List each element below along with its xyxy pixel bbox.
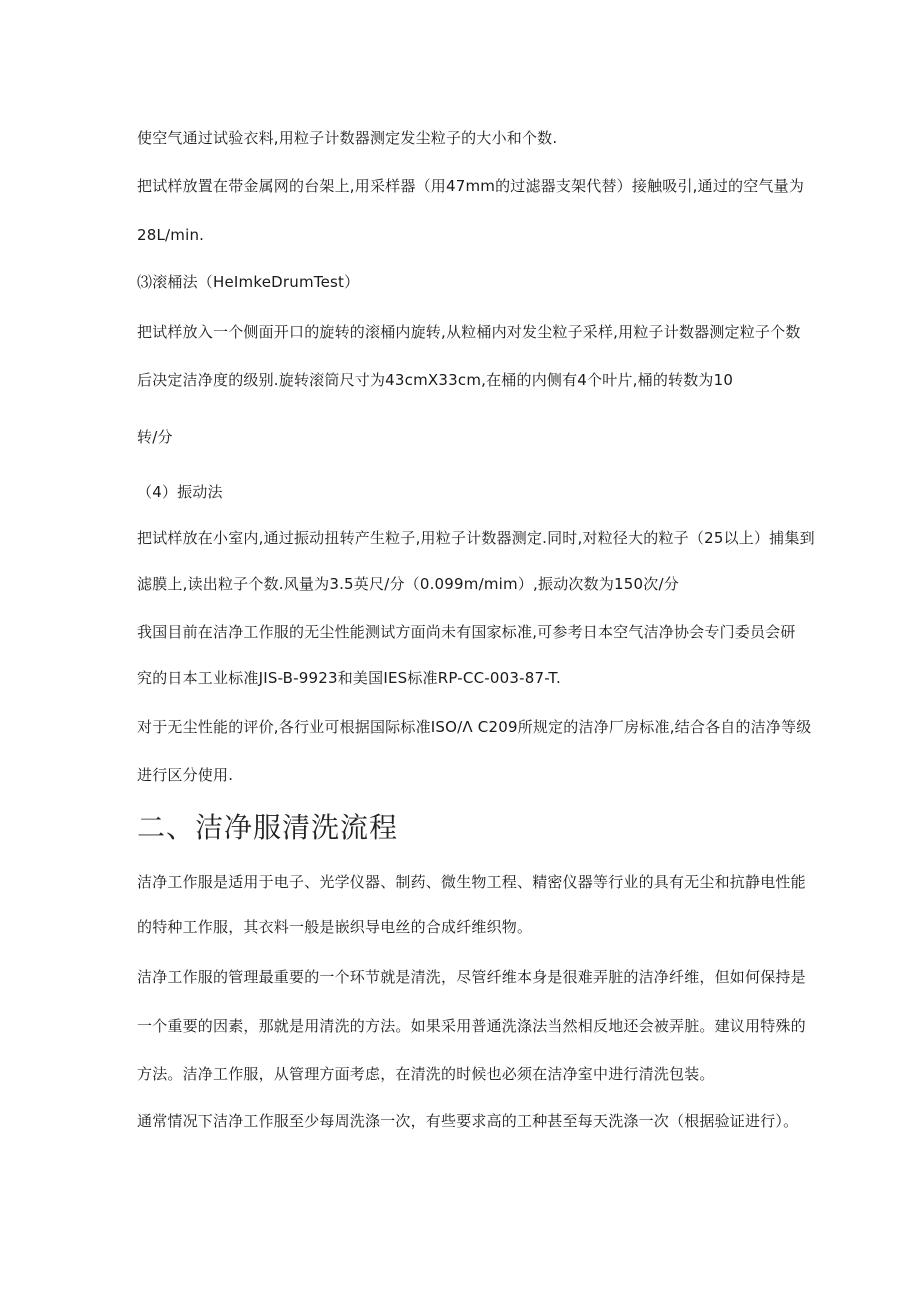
paragraph-line: 把试样放入一个侧面开口的旋转的滚桶内旋转,从粒桶内对发尘粒子采样,用粒子计数器测定粒子个数 xyxy=(137,323,801,341)
paragraph-line: 28L∕min. xyxy=(137,226,205,244)
paragraph-line: 滤膜上,读出粒子个数.风量为3.5英尺/分（0.099m∕mim）,振动次数为150次/分 xyxy=(137,575,679,593)
paragraph-line: 使空气通过试验衣料,用粒子计数器测定发尘粒子的大小和个数. xyxy=(137,129,558,147)
subsection-title: ⑶滚桶法（HeImkeDrumTest） xyxy=(137,273,360,291)
paragraph-line: 究的日本工业标准JIS-B-9923和美国IES标准RP-CC-003-87-T. xyxy=(137,669,561,687)
paragraph-line: 洁净工作服是适用于电子、光学仪器、制药、微生物工程、精密仪器等行业的具有无尘和抗静电性能 xyxy=(137,873,806,891)
paragraph-line: 方法。洁净工作服，从管理方面考虑，在清洗的时候也必须在洁净室中进行清洗包装。 xyxy=(137,1065,715,1083)
paragraph-line: 转/分 xyxy=(137,428,173,446)
section-heading: 二、洁净服清洗流程 xyxy=(137,811,399,844)
paragraph-line: 对于无尘性能的评价,各行业可根据国际标准ISO∕Λ C209所规定的洁净厂房标准,结合各自的洁净等级 xyxy=(137,718,812,736)
paragraph-line: 把试样放置在带金属网的台架上,用采样器（用47mm的过滤器支架代替）接触吸引,通过的空气量为 xyxy=(137,177,805,195)
paragraph-line: 我国目前在洁净工作服的无尘性能测试方面尚未有国家标准,可参考日本空气洁净协会专门委员会研 xyxy=(137,623,796,641)
paragraph-line: 后决定洁净度的级别.旋转滚筒尺寸为43cmX33cm,在桶的内侧有4个叶片,桶的转数为10 xyxy=(137,371,734,389)
paragraph-line: 通常情况下洁净工作服至少每周洗涤一次，有些要求高的工种甚至每天洗涤一次（根据验证进行）。 xyxy=(137,1112,799,1130)
paragraph-line: 的特种工作服，其衣料一般是嵌织导电丝的合成纤维织物。 xyxy=(137,918,533,936)
paragraph-line: 进行区分使用. xyxy=(137,766,234,784)
paragraph-line: 一个重要的因素，那就是用清洗的方法。如果采用普通洗涤法当然相反地还会被弄脏。建议用特殊的 xyxy=(137,1017,806,1035)
paragraph-line: 把试样放在小室内,通过振动扭转产生粒子,用粒子计数器测定.同时,对粒径大的粒子（25以上）捕集到 xyxy=(137,529,815,547)
subsection-title: （4）振动法 xyxy=(137,483,223,501)
paragraph-line: 洁净工作服的管理最重要的一个环节就是清洗，尽管纤维本身是很难弄脏的洁净纤维，但如何保持是 xyxy=(137,968,806,986)
